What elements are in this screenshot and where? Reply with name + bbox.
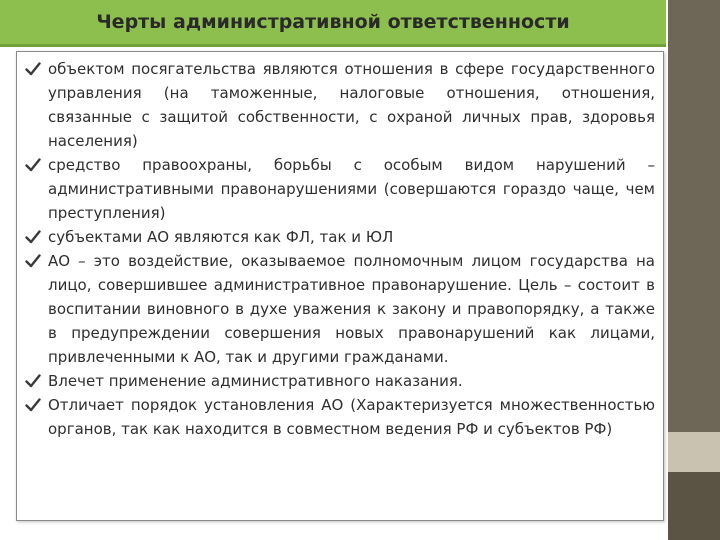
content-box (16, 51, 664, 521)
checkmark-icon (25, 393, 47, 417)
list-item-text: АО – это воздействие, оказываемое полномочным лицом государства на лицо, совершившее административное правонарушение. Цель – состоит в воспитании виновного в духе уважения к закону и правопорядку, а также в предупреждении совершения новых правонарушений как лицами, привлеченными к АО, так и другими гражданами. (48, 252, 655, 366)
list-item (23, 153, 655, 225)
slide-title: Черты административной ответственности (96, 11, 570, 33)
list-item-text: средство правоохраны, борьбы с особым видом нарушений – административными правонарушениями (совершаются гораздо чаще, чем преступления) (48, 156, 655, 222)
list-item-text: субъектами АО являются как ФЛ, так и ЮЛ (48, 228, 394, 246)
checkmark-icon (25, 249, 47, 273)
checkmark-icon (25, 57, 47, 81)
list-item-text: Отличает порядок установления АО (Характеризуется множественностью органов, так как находится в совместном ведения РФ и субъектов РФ) (48, 396, 655, 438)
list-item (23, 225, 655, 249)
checkmark-icon (25, 225, 47, 249)
title-bar (0, 0, 666, 47)
list-item-text: Влечет применение административного наказания. (48, 372, 463, 390)
checkmark-icon (25, 153, 47, 177)
list-item-text: объектом посягательства являются отношения в сфере государственного управления (на таможенные, налоговые отношения, отношения, связанные с защитой собственности, с охраной личных прав, здоровья населения) (48, 60, 655, 150)
right-decorative-strip (668, 0, 720, 540)
list-item (23, 57, 655, 153)
list-item (23, 249, 655, 369)
strip-accent-dark (668, 472, 720, 540)
list-item (23, 393, 655, 441)
strip-accent-light (668, 432, 720, 472)
list-item (23, 369, 655, 393)
bullet-list (17, 52, 663, 441)
checkmark-icon (25, 369, 47, 393)
